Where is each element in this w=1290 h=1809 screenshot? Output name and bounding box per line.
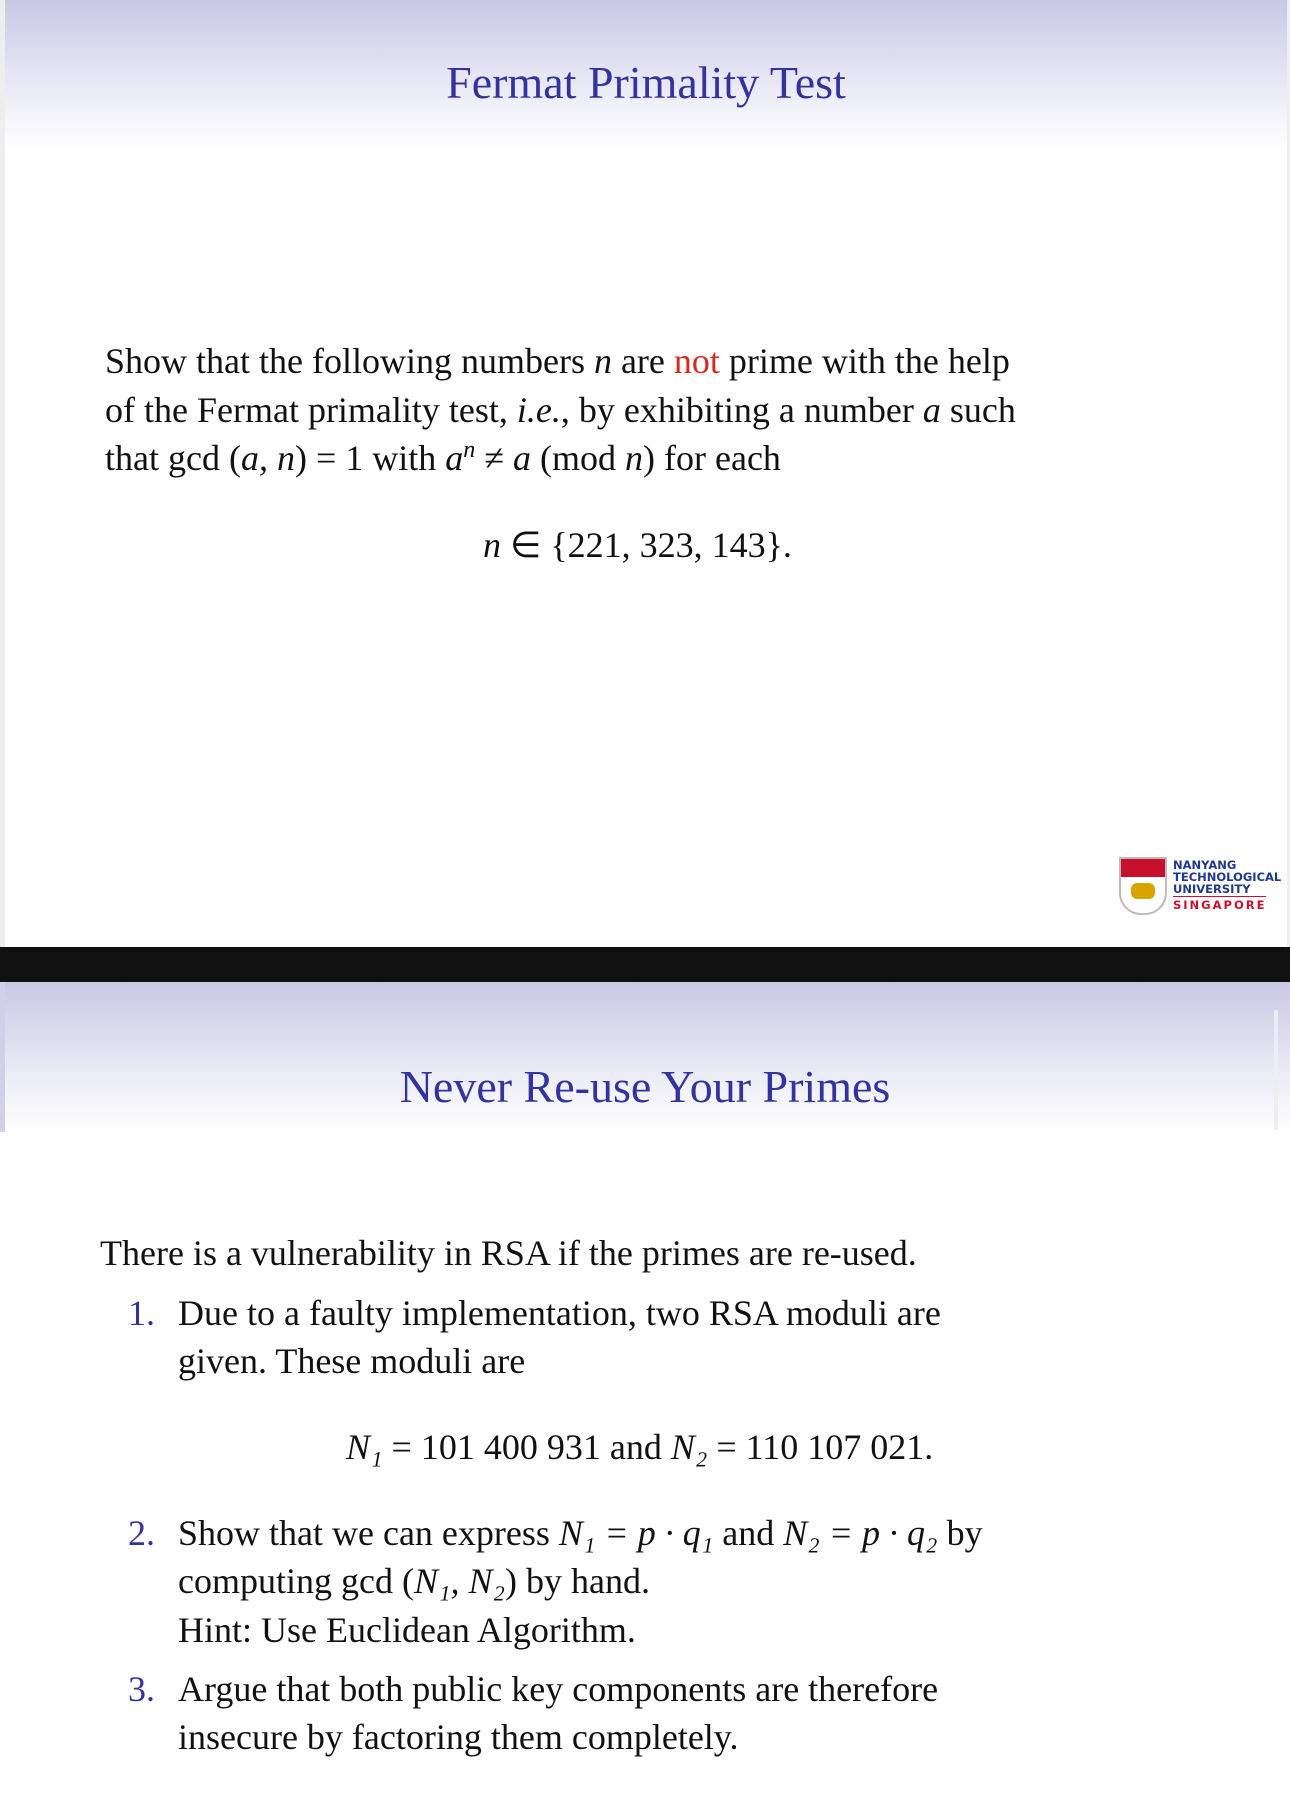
text: computing gcd ( xyxy=(178,1561,414,1601)
list-item-text: Argue that both public key components are therefore xyxy=(178,1669,939,1709)
text: of the Fermat primality test, xyxy=(105,390,517,430)
text: such xyxy=(940,390,1016,430)
text: ) for each xyxy=(643,438,781,478)
body-line xyxy=(105,340,1010,382)
body-line xyxy=(105,389,1016,431)
math: N₁ xyxy=(346,1427,383,1467)
math: a, n xyxy=(240,438,295,478)
text: = 101 400 931 and xyxy=(382,1427,671,1467)
list-item-text: given. These moduli are xyxy=(178,1341,526,1381)
list-number: 3. xyxy=(128,1669,155,1709)
text: and xyxy=(713,1513,784,1553)
logo-text: TECHNOLOGICAL xyxy=(1173,870,1282,884)
text: are xyxy=(611,341,674,381)
text: that gcd ( xyxy=(105,438,241,478)
intro-text: There is a vulnerability in RSA if the primes are re-used. xyxy=(100,1233,917,1273)
text: (mod xyxy=(531,438,626,478)
text: Show that we can express xyxy=(178,1513,559,1553)
body-line xyxy=(105,437,781,479)
ntu-crest-icon xyxy=(1119,857,1167,915)
math: N₁, N₂ xyxy=(413,1561,506,1601)
text: ) = 1 with xyxy=(294,438,446,478)
slide-title: Never Re-use Your Primes xyxy=(399,1061,891,1112)
slide-separator xyxy=(0,947,1290,982)
math: a xyxy=(922,390,941,430)
text: by xyxy=(937,1513,983,1553)
set-equation xyxy=(483,524,792,566)
list-item-text xyxy=(178,1512,983,1554)
math: i.e. xyxy=(516,390,561,430)
emphasis-not: not xyxy=(673,341,720,381)
slide-title: Fermat Primality Test xyxy=(446,57,846,108)
math: N₂ = p · q₂ xyxy=(783,1513,938,1553)
list-number: 2. xyxy=(128,1513,155,1553)
math: n xyxy=(625,438,644,478)
list-item-text: insecure by factoring them completely. xyxy=(178,1717,739,1757)
text: prime with the help xyxy=(719,341,1010,381)
math: a xyxy=(445,438,464,478)
text: , by exhibiting a number xyxy=(560,390,923,430)
text: = 110 107 021. xyxy=(707,1427,934,1467)
text: Show that the following numbers xyxy=(105,341,594,381)
text: ) by hand. xyxy=(505,1561,650,1601)
hint-text: Hint: Use Euclidean Algorithm. xyxy=(178,1610,636,1650)
scrollbar[interactable] xyxy=(1274,1010,1278,1130)
list-item-text: Due to a faulty implementation, two RSA moduli are xyxy=(178,1293,941,1333)
math: N₂ xyxy=(670,1427,708,1467)
logo-text: SINGAPORE xyxy=(1173,898,1267,912)
slide-never-reuse-primes xyxy=(0,982,1290,1809)
math: n xyxy=(483,525,501,565)
logo-text: NANYANG xyxy=(1173,858,1237,872)
list-number: 1. xyxy=(128,1293,155,1333)
math-exponent: n xyxy=(463,437,476,463)
math: N₁ = p · q₁ xyxy=(558,1513,714,1553)
math: a xyxy=(513,438,532,478)
list-item-text xyxy=(178,1560,650,1602)
text: ≠ xyxy=(475,438,514,478)
logo-text: UNIVERSITY xyxy=(1173,882,1251,896)
moduli-equation xyxy=(346,1426,933,1468)
text: ∈ {221, 323, 143}. xyxy=(501,525,792,565)
math: n xyxy=(593,341,612,381)
ntu-logo xyxy=(1119,855,1290,921)
